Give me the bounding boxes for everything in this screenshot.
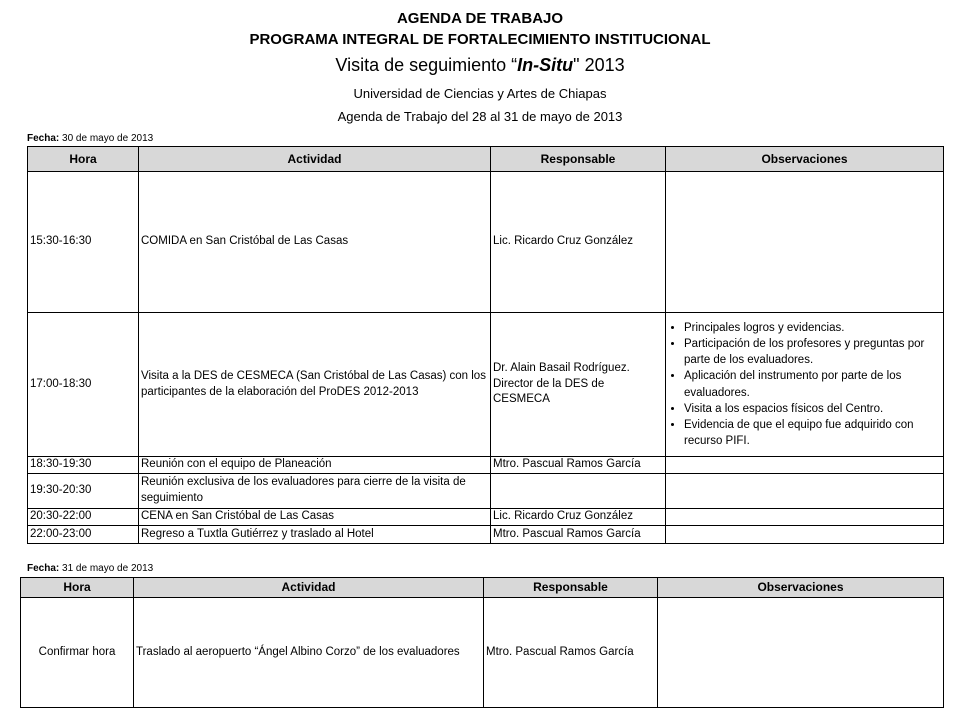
cell-actividad: CENA en San Cristóbal de Las Casas bbox=[139, 509, 491, 526]
program-title: PROGRAMA INTEGRAL DE FORTALECIMIENTO INSTITUCIONAL bbox=[249, 31, 711, 48]
visit-title-prefix: Visita de seguimiento “ bbox=[335, 55, 518, 75]
cell-observaciones bbox=[666, 457, 944, 474]
day1-date bbox=[27, 133, 153, 144]
cell-actividad: Visita a la DES de CESMECA (San Cristóbal de Las Casas) con los participantes de la elaboración del ProDES 2012-2013 bbox=[139, 313, 491, 457]
col-observaciones: Observaciones bbox=[658, 578, 944, 598]
day2-date-value: 31 de mayo de 2013 bbox=[62, 563, 154, 574]
col-actividad: Actividad bbox=[134, 578, 484, 598]
cell-responsable: Mtro. Pascual Ramos García bbox=[491, 526, 666, 544]
cell-observaciones bbox=[666, 313, 944, 457]
cell-responsable: Mtro. Pascual Ramos García bbox=[484, 598, 658, 708]
col-responsable: Responsable bbox=[484, 578, 658, 598]
cell-responsable: Mtro. Pascual Ramos García bbox=[491, 457, 666, 474]
list-item: • Principales logros y evidencias. bbox=[684, 320, 941, 336]
table-row bbox=[28, 474, 944, 509]
day1-header-row bbox=[28, 147, 944, 172]
col-actividad: Actividad bbox=[139, 147, 491, 172]
day1-table bbox=[27, 146, 944, 544]
day1-date-value: 30 de mayo de 2013 bbox=[62, 133, 154, 144]
table-row bbox=[28, 509, 944, 526]
col-responsable: Responsable bbox=[491, 147, 666, 172]
list-item: • Participación de los profesores y preguntas por parte de los evaluadores. bbox=[684, 336, 941, 368]
cell-hora: 19:30-20:30 bbox=[28, 474, 139, 509]
list-item: • Aplicación del instrumento por parte de los evaluadores. bbox=[684, 368, 941, 400]
cell-observaciones bbox=[666, 474, 944, 509]
day2-date-label: Fecha: bbox=[27, 563, 60, 574]
table-row bbox=[28, 526, 944, 544]
cell-responsable: Lic. Ricardo Cruz González bbox=[491, 172, 666, 313]
cell-hora: 22:00-23:00 bbox=[28, 526, 139, 544]
list-item: • Evidencia de que el equipo fue adquirido con recurso PIFI. bbox=[684, 417, 941, 449]
cell-responsable: Dr. Alain Basail Rodríguez. Director de la DES de CESMECA bbox=[491, 313, 666, 457]
agenda-title: AGENDA DE TRABAJO bbox=[396, 10, 564, 27]
day2-header-row bbox=[21, 578, 944, 598]
day1-date-label: Fecha: bbox=[27, 133, 60, 144]
cell-hora: 20:30-22:00 bbox=[28, 509, 139, 526]
cell-hora: 17:00-18:30 bbox=[28, 313, 139, 457]
col-observaciones: Observaciones bbox=[666, 147, 944, 172]
visit-title-suffix: " 2013 bbox=[573, 55, 625, 75]
cell-responsable: Lic. Ricardo Cruz González bbox=[491, 509, 666, 526]
visit-title bbox=[0, 55, 960, 76]
table-row bbox=[28, 313, 944, 457]
cell-actividad: Regreso a Tuxtla Gutiérrez y traslado al Hotel bbox=[139, 526, 491, 544]
cell-observaciones bbox=[666, 509, 944, 526]
cell-actividad: COMIDA en San Cristóbal de Las Casas bbox=[139, 172, 491, 313]
visit-title-emph: In-Situ bbox=[517, 55, 574, 75]
cell-actividad: Reunión exclusiva de los evaluadores para cierre de la visita de seguimiento bbox=[139, 474, 491, 509]
table-row bbox=[21, 598, 944, 708]
cell-actividad: Reunión con el equipo de Planeación bbox=[139, 457, 491, 474]
cell-hora: Confirmar hora bbox=[21, 598, 134, 708]
agenda-dates: Agenda de Trabajo del 28 al 31 de mayo de 2013 bbox=[337, 109, 623, 124]
list-item: • Visita a los espacios físicos del Centro. bbox=[684, 401, 941, 417]
cell-observaciones bbox=[658, 598, 944, 708]
day2-date bbox=[27, 563, 153, 574]
table-row bbox=[28, 457, 944, 474]
cell-hora: 15:30-16:30 bbox=[28, 172, 139, 313]
cell-actividad: Traslado al aeropuerto “Ángel Albino Corzo” de los evaluadores bbox=[134, 598, 484, 708]
day2-table bbox=[20, 577, 944, 708]
cell-observaciones bbox=[666, 172, 944, 313]
cell-responsable bbox=[491, 474, 666, 509]
cell-hora: 18:30-19:30 bbox=[28, 457, 139, 474]
col-hora: Hora bbox=[28, 147, 139, 172]
observations-list bbox=[668, 320, 941, 449]
cell-observaciones bbox=[666, 526, 944, 544]
university-name: Universidad de Ciencias y Artes de Chiapas bbox=[353, 86, 607, 101]
table-row bbox=[28, 172, 944, 313]
col-hora: Hora bbox=[21, 578, 134, 598]
